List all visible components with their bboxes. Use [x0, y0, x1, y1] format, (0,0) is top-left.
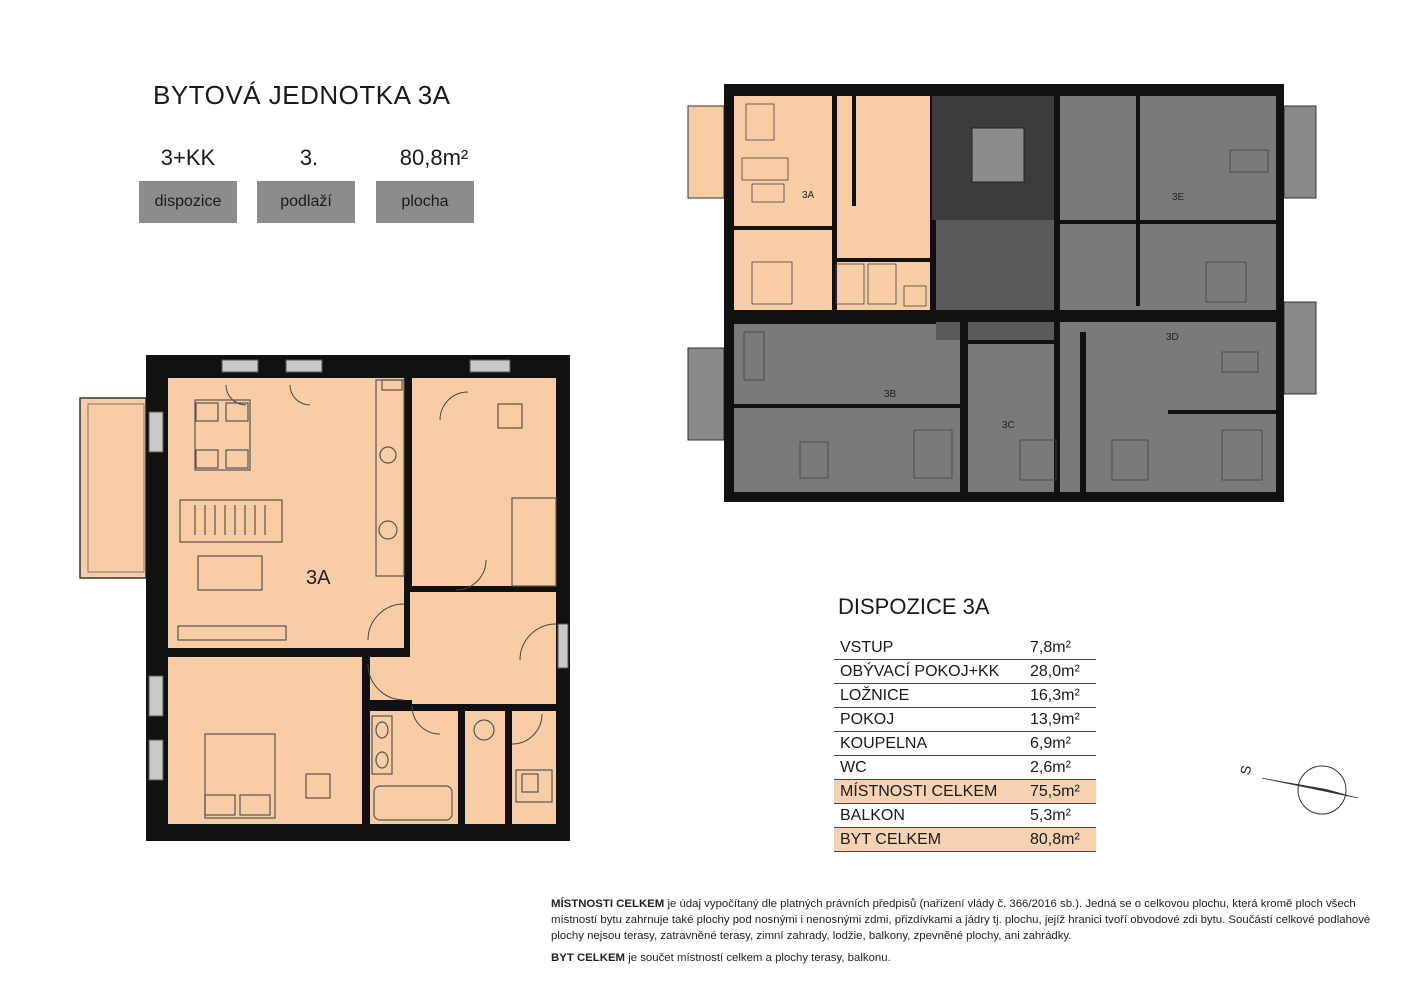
room-name: POKOJ: [834, 708, 1030, 732]
table-row-highlight: [834, 780, 1096, 804]
disposition-title: DISPOZICE 3A: [838, 594, 990, 619]
room-area: 5,3m²: [1030, 804, 1096, 828]
room-area: 13,9m²: [1030, 708, 1096, 732]
floor-overview-plan: [684, 80, 1320, 506]
table-row: [834, 684, 1096, 708]
page-title: BYTOVÁ JEDNOTKA 3A: [153, 80, 451, 110]
room-name: OBÝVACÍ POKOJ+KK: [834, 660, 1030, 684]
table-row-highlight: [834, 828, 1096, 852]
table-row: [834, 660, 1096, 684]
room-area: 16,3m²: [1030, 684, 1096, 708]
room-name: LOŽNICE: [834, 684, 1030, 708]
unit-floor-plan: [78, 352, 574, 846]
compass-label: S: [1236, 763, 1255, 777]
disposition-table: [834, 636, 1096, 852]
floor-value: 3.: [299, 145, 319, 170]
overview-label-3d: 3D: [1166, 332, 1179, 343]
area-value: 80,8m²: [399, 145, 469, 170]
table-row: [834, 804, 1096, 828]
room-name: MÍSTNOSTI CELKEM: [834, 780, 1030, 804]
floor-label: podlaží: [257, 181, 355, 223]
balcony: [80, 398, 146, 578]
room-area: 6,9m²: [1030, 732, 1096, 756]
room-name: BALKON: [834, 804, 1030, 828]
overview-label-3a: 3A: [802, 190, 815, 201]
overview-label-3b: 3B: [884, 389, 897, 400]
footnote-text-rooms-total: je údaj vypočítaný dle platných právních předpisů (nařízení vlády č. 366/2016 sb.). Jedná se o celkovou plochu, která kromě ploch všech místností bytu zahrnuje také plochy pod nosnými i nenosnými zdmi, přizdívkami a jádry tj. plochu, jejíž hranici tvoří obvodové zdi bytu. Součástí celkové podlahové plochy nejsou terasy, zatravněné terasy, zimní zahrady, lodžie, balkony, zpevněné plochy, ani zahrádky.: [551, 898, 1371, 942]
room-area: 2,6m²: [1030, 756, 1096, 780]
overview-label-3c: 3C: [1002, 420, 1015, 431]
room-area: 80,8m²: [1030, 828, 1096, 852]
layout-value: 3+KK: [160, 145, 216, 170]
room-name: WC: [834, 756, 1030, 780]
room-name: KOUPELNA: [834, 732, 1030, 756]
compass-icon: [1236, 758, 1364, 818]
footnote-term-unit-total: BYT CELKEM: [551, 952, 626, 964]
layout-label: dispozice: [139, 181, 237, 223]
room-area: 7,8m²: [1030, 636, 1096, 660]
table-row: [834, 732, 1096, 756]
table-row: [834, 756, 1096, 780]
table-row: [834, 708, 1096, 732]
room-area: 28,0m²: [1030, 660, 1096, 684]
footnote-term-rooms-total: MÍSTNOSTI CELKEM: [551, 898, 665, 910]
room-area: 75,5m²: [1030, 780, 1096, 804]
overview-balcony-3a: [688, 106, 724, 198]
footnote-text-unit-total: je součet místností celkem a plochy terasy, balkonu.: [625, 952, 891, 964]
plan-unit-label: 3A: [306, 567, 331, 589]
table-row: [834, 636, 1096, 660]
area-label: plocha: [376, 181, 474, 223]
room-name: BYT CELKEM: [834, 828, 1030, 852]
room-name: VSTUP: [834, 636, 1030, 660]
overview-label-3e: 3E: [1172, 192, 1185, 203]
footnote: [551, 896, 1371, 966]
